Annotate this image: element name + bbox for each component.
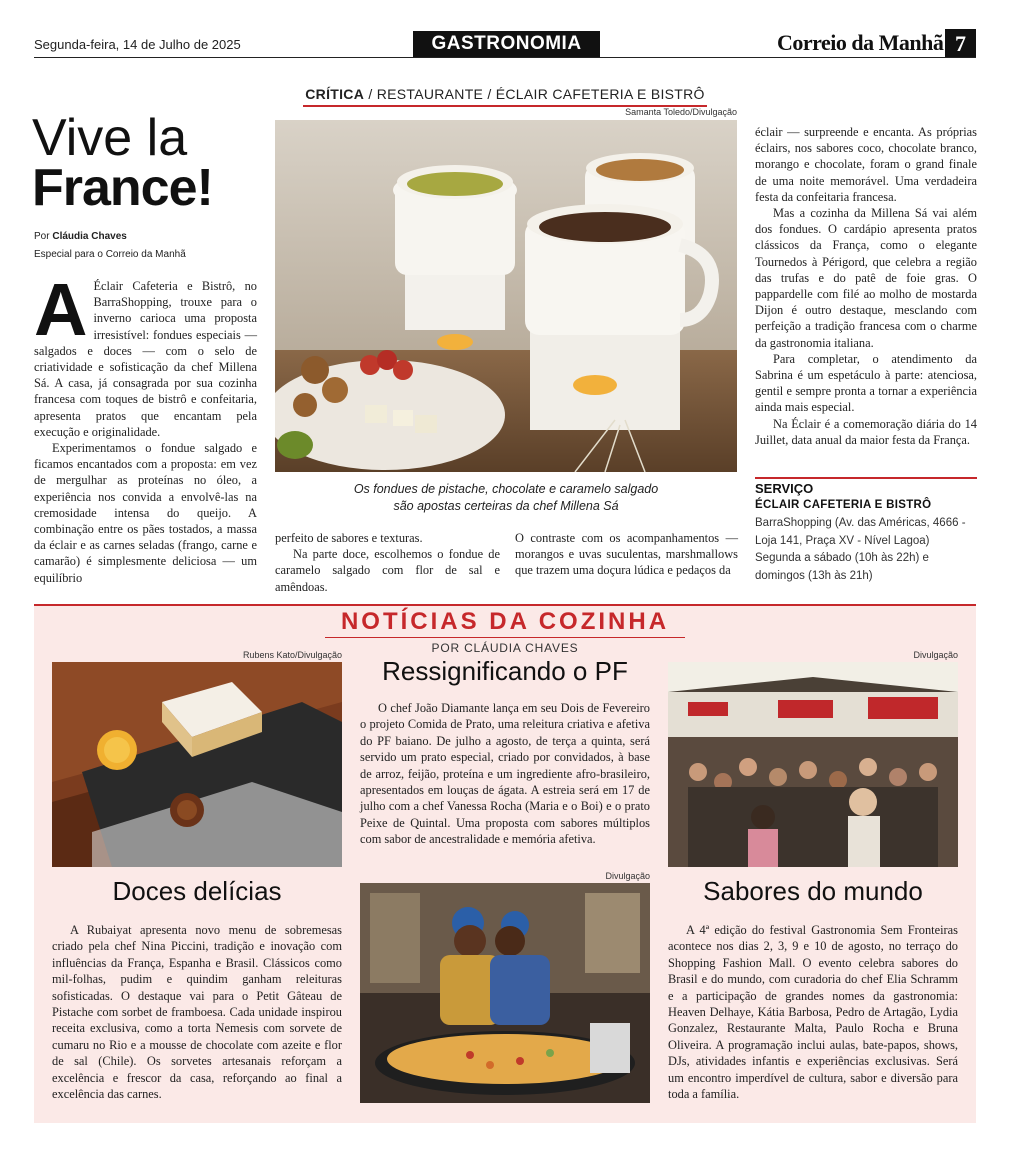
news-box-byline: POR CLÁUDIA CHAVES	[431, 641, 579, 655]
news-box-title: NOTÍCIAS DA COZINHA	[340, 608, 670, 635]
photo-credit: Divulgação	[913, 650, 958, 660]
dessert-illustration	[52, 662, 342, 867]
servico-address: BarraShopping (Av. das Américas, 4666 - Loja 141, Praça XV - Nível Lagoa)	[755, 517, 966, 547]
headline-line-1: Vive la	[32, 109, 188, 167]
paragraph: A 4ª edição do festival Gastronomia Sem Fronteiras acontece nos dias 2, 3, 9 e 10 de agosto, no terraço do Shopping Fashion Mall. O evento celebra sabores do Brasil e do mundo, com curadoria do chef Elia Schramm e a participação de grandes nomes da gastronomia: Heaven Delhaye, Kátia Barbosa, Pedro de Artagão, Lydia Gonzalez, Restaurante Malta, Paulo Rocha e Bruna Oliveira. A programação inclui aulas, bate-papos, shows, DJs, atividades infantis e experiências exclusivas. Será um encontro imperdível de cultura, sabor e diversão para toda a família.	[668, 923, 958, 1102]
fondue-illustration	[275, 120, 737, 472]
news-heading-left: Doces delícias	[112, 876, 282, 906]
page-number: 7	[945, 29, 976, 58]
byline	[34, 228, 186, 264]
publication-name: Correio da Manhã	[777, 30, 944, 55]
paragraph: perfeito de sabores e texturas.	[275, 531, 423, 545]
chefs-photo	[360, 883, 650, 1103]
article-column-1	[34, 268, 257, 586]
dessert-photo	[52, 662, 342, 867]
servico-details	[755, 515, 977, 585]
article-column-3	[515, 530, 738, 579]
paragraph: éclair — surpreende e encanta. As próprias éclairs, nos sabores coco, chocolate branco, morango e chocolate, foram o grand finale de uma noite memorável. Uma verdadeira festa da confeitaria francesa.	[755, 125, 977, 204]
news-body-right	[668, 922, 958, 1102]
kicker-lead: CRÍTICA	[305, 86, 365, 102]
servico-title: SERVIÇO	[755, 481, 814, 496]
chefs-illustration	[360, 883, 650, 1103]
issue-date: Segunda-feira, 14 de Julho de 2025	[34, 37, 241, 52]
paragraph: O chef João Diamante lança em seu Dois de Fevereiro o projeto Comida de Prato, uma releitura criativa e afetiva do PF baiano. De julho a agosto, de terça a quinta, será servido um prato especial, criado por convidados, à base de arroz, feijão, proteína e um ingrediente afro-brasileiro, apresentados em louças de ágata. A estreia será em 17 de julho com a chef Vanessa Rocha (Maria e o Boi) e o prato Peixe de Quintal. Uma proposta com sabores múltiplos com sabor de ancestralidade e memória afetiva.	[360, 701, 650, 847]
servico-rule	[755, 477, 977, 479]
festival-illustration	[668, 662, 958, 867]
paragraph: Experimentamos o fondue salgado e ficamos encantados com a proposta: em vez de mergulhar as proteínas no óleo, a experiência nos convida a envolvê-las na cremosidade intensa do queijo. A combinação entre os pães tostados, a massa da éclair e as carnes seladas (frango, carne e camarão) é simplesmente deliciosa — um equilíbrio	[34, 441, 257, 585]
caption-line-2: são apostas certeiras da chef Millena Sá	[393, 499, 619, 513]
paragraph: A Rubaiyat apresenta novo menu de sobremesas criado pela chef Nina Piccini, tradição e inovação com influências da França, Espanha e Brasil. Clássicos como mil-folhas, pudim e quindim ganham releituras sofisticadas. O destaque vai para o Petit Gâteau de Pistache com sorbet de framboesa. Cada unidade inspirou receita exclusiva, como a torta Nemesis com sorvete de cumaru no Rio e a mousse de chocolate com azeite e flor de sal (Chile). Os sorvetes artesanais reforçam a excelência e frescor da casa, reforçando ao final a excelência das carnes.	[52, 923, 342, 1102]
photo-credit: Samanta Toledo/Divulgação	[625, 107, 737, 117]
article-column-2	[275, 530, 500, 595]
paragraph: Para completar, o atendimento da Sabrina é um espetáculo à parte: atenciosa, gentil e sempre pronta a tornar a experiência ainda mais especial.	[755, 351, 977, 415]
news-heading-center: Ressignificando o PF	[382, 656, 628, 686]
paragraph: O contraste com os acompanhamentos — morangos e uvas suculentas, marshmallows que trazem uma doçura lúdica e pedaços da	[515, 531, 738, 578]
section-label: GASTRONOMIA	[413, 31, 600, 57]
article-kicker	[0, 86, 1010, 102]
author-name: Cláudia Chaves	[52, 231, 127, 242]
paragraph: Na parte doce, escolhemos o fondue de caramelo salgado com flor de sal e amêndoas.	[275, 547, 500, 594]
paragraph: Mas a cozinha da Millena Sá vai além dos fondues. O cardápio apresenta pratos clássicos da França, como o elegante Tournedos à Périgord, que celebra a região das trufas e do patê de foie gras. O pappardelle com filé ao molho de mostarda Dijon é outro destaque, mesclando com perfeição a tradição francesa com o charme da gastronomia italiana.	[755, 206, 977, 350]
article-column-4	[755, 124, 977, 448]
news-body-left	[52, 922, 342, 1102]
drop-cap: A	[34, 268, 88, 351]
news-heading-right: Sabores do mundo	[703, 876, 923, 906]
photo-caption	[275, 481, 737, 515]
photo-credit: Rubens Kato/Divulgação	[242, 650, 342, 660]
headline-line-2: France!	[32, 159, 213, 217]
kicker-rest: / RESTAURANTE / ÉCLAIR CAFETERIA E BISTRÔ	[364, 86, 705, 102]
festival-photo	[668, 662, 958, 867]
author-role: Especial para o Correio da Manhã	[34, 249, 186, 260]
paragraph: Éclair Cafeteria e Bistrô, no BarraShopping, trouxe para o inverno carioca uma proposta irresistível: fondues especiais — salgados e doces — com o selo de criatividade e sofisticação da chef Millena Sá. A casa, já consagrada por sua cozinha francesa com toques de bistrô e confeitaria, apresenta pratos que encantam pela execução e originalidade.	[34, 279, 257, 439]
servico-venue: ÉCLAIR CAFETERIA E BISTRÔ	[755, 499, 932, 511]
news-title-rule	[325, 637, 685, 638]
paragraph: Na Éclair é a comemoração diária do 14 Juillet, data anual da maior festa da França.	[755, 416, 977, 447]
header-rule	[34, 57, 976, 58]
fondue-photo	[275, 120, 737, 472]
photo-credit: Divulgação	[605, 871, 650, 881]
byline-prefix: Por	[34, 231, 53, 242]
news-body-center	[360, 700, 650, 848]
servico-hours: Segunda a sábado (10h às 22h) e domingos (13h às 21h)	[755, 552, 929, 582]
caption-line-1: Os fondues de pistache, chocolate e caramelo salgado	[353, 482, 659, 496]
